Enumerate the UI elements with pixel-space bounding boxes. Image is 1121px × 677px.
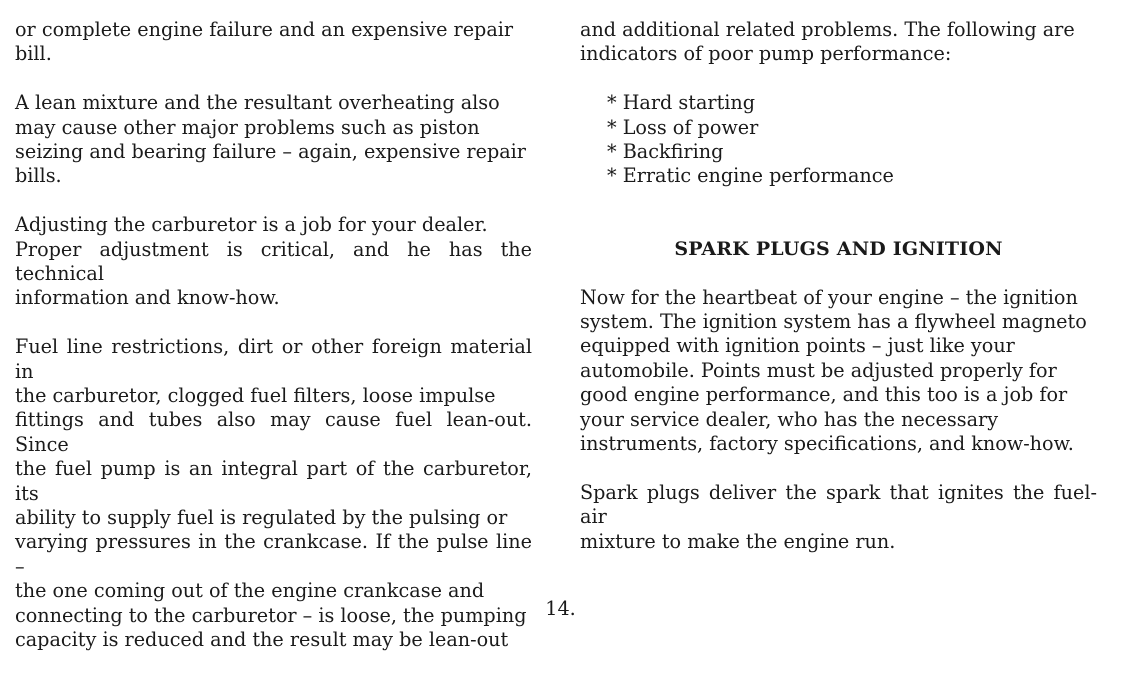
- list-item: * Hard starting: [607, 91, 756, 115]
- right-column: [580, 18, 1097, 578]
- page-number: 14.: [545, 597, 576, 620]
- paragraph-fuel-line-restrictions: Fuel line restrictions, dirt or other foreign material in the carburetor, clogged fuel filters, loose impulse fittings and tubes also may cause fuel lean-out. Since the fuel pump is an integral part of the carburetor, its ability to supply fuel is regulated by the pulsing or varying pressures in the crankcase. If the pulse line – the one coming out of the engine crankcase and connecting to the carburetor – is loose, the pumping capacity is reduced and the result may be lean-out: [15, 335, 532, 652]
- left-column: [15, 18, 532, 677]
- list-item: * Backfiring: [607, 140, 724, 164]
- section-heading: SPARK PLUGS AND IGNITION: [674, 237, 1003, 260]
- list-item: * Erratic engine performance: [607, 164, 894, 188]
- pump-indicator-list: [580, 91, 1097, 189]
- paragraph-adjusting-carburetor: Adjusting the carburetor is a job for your dealer. Proper adjustment is critical, and he has the technical information and know-how.: [15, 213, 532, 310]
- paragraph-spark-plugs: Spark plugs deliver the spark that ignites the fuel-air mixture to make the engine run.: [580, 480, 1097, 553]
- paragraph-pump-intro: and additional related problems. The following are indicators of poor pump performance:: [580, 18, 1075, 66]
- list-item: * Loss of power: [607, 115, 759, 139]
- paragraph-engine-failure: or complete engine failure and an expensive repair bill.: [15, 18, 514, 66]
- paragraph-ignition-system: Now for the heartbeat of your engine – the ignition system. The ignition system has a flywheel magneto equipped with ignition points – just like your automobile. Points must be adjusted properly for good engine performance, and this too is a job for your service dealer, who has the necessary instruments, factory specifications, and know-how.: [580, 285, 1087, 456]
- paragraph-lean-mixture: A lean mixture and the resultant overheating also may cause other major problems such as piston seizing and bearing failure – again, expensive repair bills.: [15, 91, 526, 188]
